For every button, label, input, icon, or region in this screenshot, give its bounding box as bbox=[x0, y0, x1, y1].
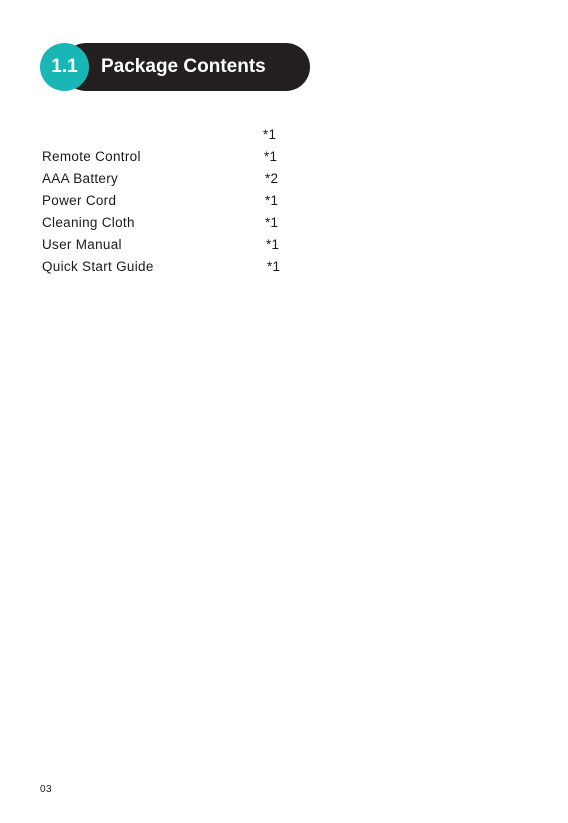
list-item bbox=[42, 124, 342, 146]
item-quantity: *1 bbox=[267, 259, 281, 274]
list-item bbox=[42, 234, 342, 256]
item-name: User Manual bbox=[42, 237, 122, 252]
item-name: AAA Battery bbox=[42, 171, 119, 186]
section-title: Package Contents bbox=[101, 56, 266, 77]
item-quantity: *1 bbox=[264, 149, 278, 164]
item-name: Cleaning Cloth bbox=[42, 215, 135, 230]
item-quantity: *1 bbox=[266, 237, 280, 252]
item-name: Quick Start Guide bbox=[42, 259, 154, 274]
item-name: Power Cord bbox=[42, 193, 117, 208]
item-quantity: *1 bbox=[265, 215, 279, 230]
section-header bbox=[40, 43, 310, 91]
section-number-badge: 1.1 bbox=[40, 43, 89, 91]
contents-list bbox=[42, 124, 342, 278]
page-number: 03 bbox=[40, 784, 53, 795]
item-name: Remote Control bbox=[42, 149, 141, 164]
list-item bbox=[42, 212, 342, 234]
list-item bbox=[42, 146, 342, 168]
item-quantity: *1 bbox=[265, 193, 279, 208]
item-quantity: *1 bbox=[263, 127, 277, 142]
list-item bbox=[42, 256, 342, 278]
list-item bbox=[42, 190, 342, 212]
item-quantity: *2 bbox=[265, 171, 279, 186]
list-item bbox=[42, 168, 342, 190]
